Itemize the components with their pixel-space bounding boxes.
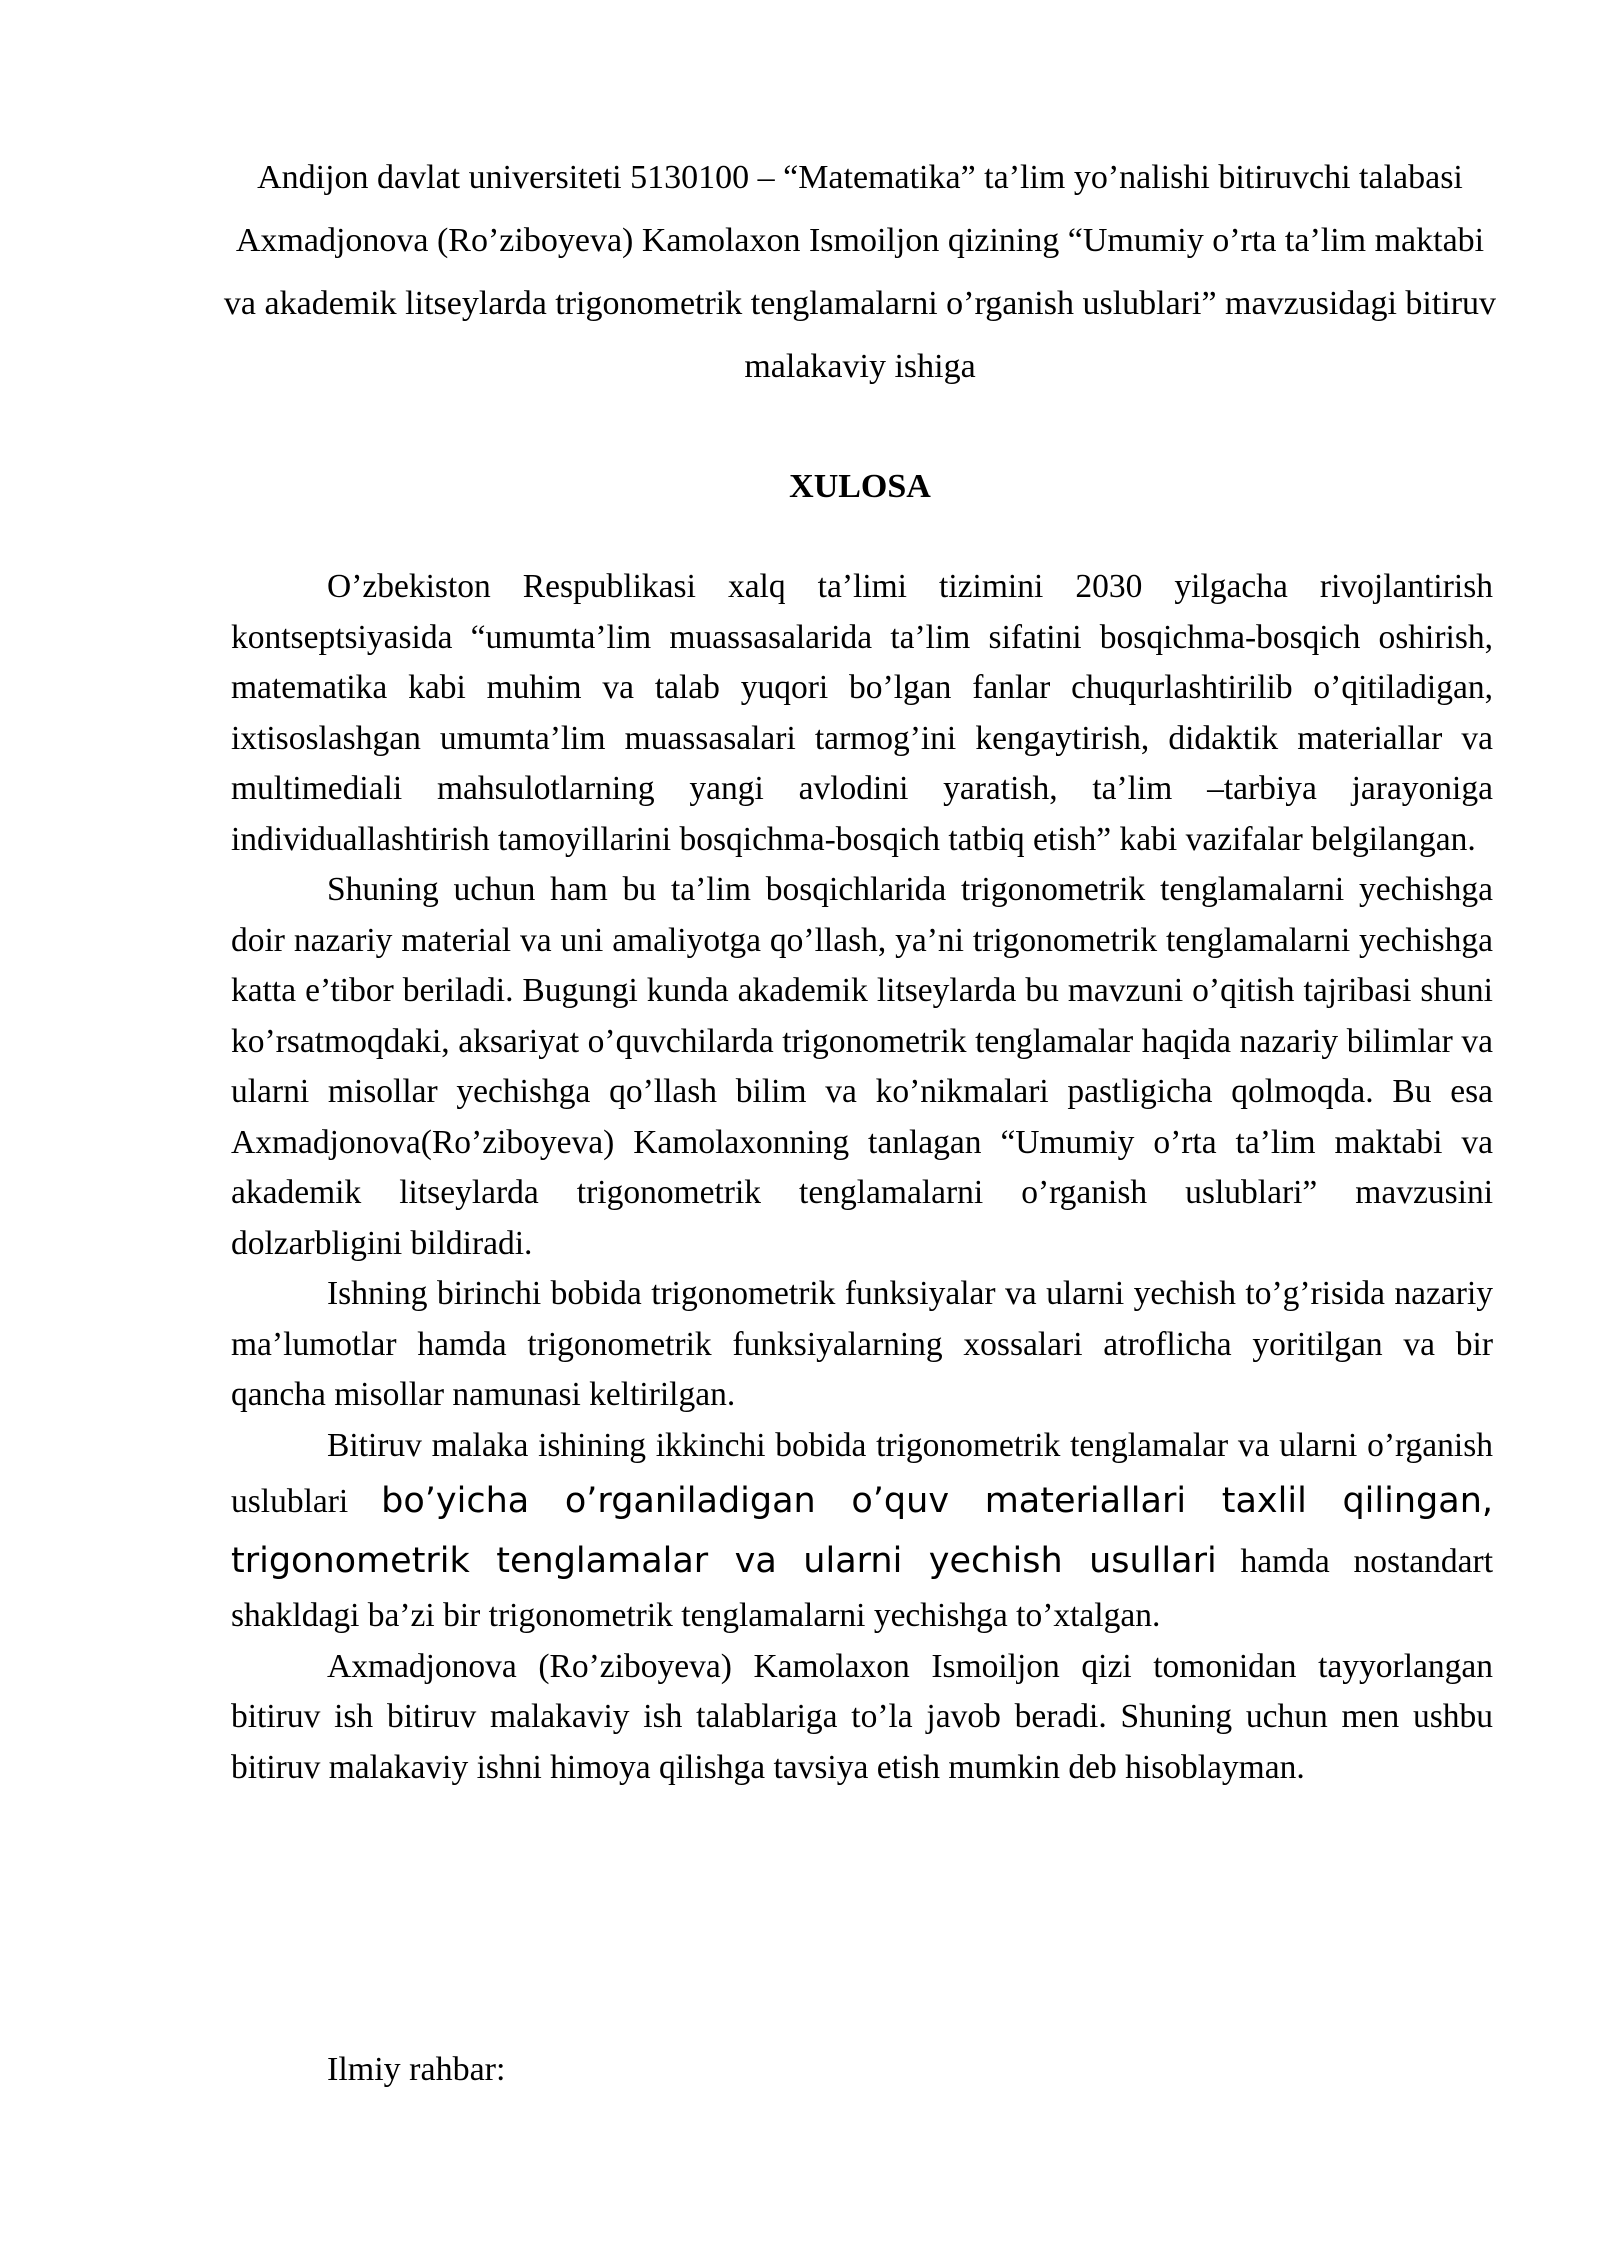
paragraph-recommendation: Axmadjonova (Ro’ziboyeva) Kamolaxon Ismoiljon qizi tomonidan tayyorlangan bitiruv ish bitiruv malakaviy ish talablariga to’la javob beradi. Shuning uchun men ushbu bitiruv malakaviy ishni himoya qilishga tavsiya etish mumkin deb hisoblayman. — [231, 1647, 1493, 1786]
document-title: XULOSA — [789, 468, 931, 505]
paragraph-chapter-two — [231, 1421, 1493, 1642]
signature-label: Ilmiy rahbar: — [327, 2051, 506, 2088]
paragraph-chapter-two-highlight: bo’yicha o’rganiladigan o’quv materiallari taxlil qilingan, trigonometrik tenglamalar va ularni yechish usullari — [231, 1481, 1493, 1581]
paragraph-chapter-one: Ishning birinchi bobida trigonometrik funksiyalar va ularni yechish to’g’risida nazariy ma’lumotlar hamda trigonometrik funksiyalarning xossalari atroflicha yoritilgan va bir qancha misollar namunasi keltirilgan. — [231, 1275, 1493, 1413]
paragraph-chapter-two-start: Bitiruv malaka ishining ikkinchi bobida trigonometrik tenglamalar va ularni o’rganish uslublari — [231, 1426, 1493, 1520]
paragraph-relevance: Shuning uchun ham bu ta’lim bosqichlarida trigonometrik tenglamalarni yechishga doir nazariy material va uni amaliyotga qo’llash, ya’ni trigonometrik tenglamalarni yechishga katta e’tibor beriladi. Bugungi kunda akademik litseylarda bu mavzuni o’qitish tajribasi shuni ko’rsatmoqdaki, aksariyat o’quvchilarda trigonometrik tenglamalar haqida nazariy bilimlar va ularni misollar yechishga qo’llash bilim va ko’nikmalari pastligicha qolmoqda. Bu esa Axmadjonova(Ro’ziboyeva) Kamolaxonning tanlagan “Umumiy o’rta ta’lim maktabi va akademik litseylarda trigonometrik tenglamalarni o’rganish uslublari” mavzusini dolzarbligini bildiradi. — [231, 871, 1493, 1262]
paragraph-concept: O’zbekiston Respublikasi xalq ta’limi tizimini 2030 yilgacha rivojlantirish kontseptsiyasida “umumta’lim muassasalarida ta’lim sifatini bosqichma-bosqich oshirish, matematika kabi muhim va talab yuqori bo’lgan fanlar chuqurlashtirilib o’qitiladigan, ixtisoslashgan umumta’lim muassasalari tarmog’ini kengaytirish, didaktik materiallar va multimediali mahsulotlarning yangi avlodini yaratish, ta’lim –tarbiya jarayoniga individuallashtirish tamoyillarini bosqichma-bosqich tatbiq etish” kabi vazifalar belgilangan. — [231, 568, 1493, 858]
document-heading: Andijon davlat universiteti 5130100 – “Matematika” ta’lim yo’nalishi bitiruvchi talabasi Axmadjonova (Ro’ziboyeva) Kamolaxon Ismoiljon qizining “Umumiy o’rta ta’lim maktabi va akademik litseylarda trigonometrik tenglamalarni o’rganish uslublari” mavzusidagi bitiruv malakaviy ishiga — [223, 159, 1497, 385]
paragraph-chapter-two-end: hamda nostandart shakldagi ba’zi bir trigonometrik tenglamalarni yechishga to’xtalgan. — [231, 1543, 1494, 1634]
document-body — [231, 562, 1493, 1793]
